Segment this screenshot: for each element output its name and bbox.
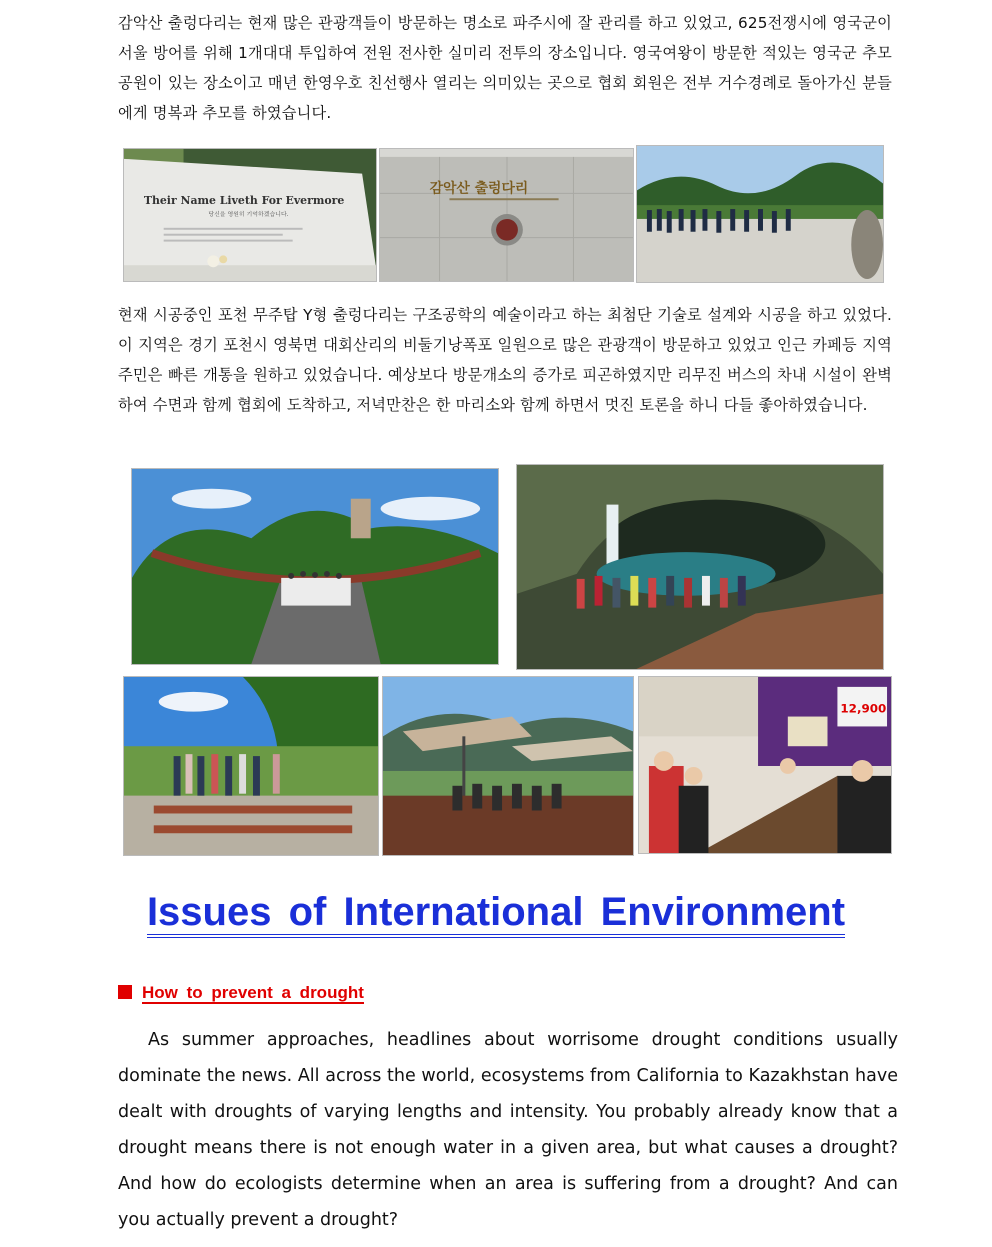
section-subtitle (118, 983, 364, 1003)
bridge-plaque-text: 감악산 출렁다리 (429, 180, 529, 197)
english-paragraph: As summer approaches, headlines about worrisome drought conditions usually dominate the news. All across the world, ecosystems from California to Kazakhstan have dealt with droughts of varying lengths and intensity. You probably already know that a drought means there is not enough water in a given area, but what causes a drought? And how do ecologists determine when an area is suffering from a drought? And can you actually prevent a drought? (118, 1030, 898, 1230)
cafe-terrace-photo (382, 676, 634, 856)
dinner-restaurant-photo (638, 676, 892, 854)
memorial-korean: 당신을 영원히 기억하겠습니다. (208, 211, 289, 218)
memorial-stone-photo (123, 148, 377, 282)
subtitle-label: How to prevent a drought (142, 983, 364, 1002)
korean-paragraph-2: 현재 시공중인 포천 무주탑 Y형 출렁다리는 구조공학의 예술이라고 하는 최첨단 기술로 설계와 시공을 하고 있었다. 이 지역은 경기 포천시 영북면 대회산리의 비둘기낭폭포 일원으로 많은 관광객이 방문하고 있었고 인근 카페등 지역주민은 빠른 개통을 원하고 있었습니다. 예상보다 방문개소의 증가로 피곤하였지만 리무진 버스의 차내 시설이 완벽하여 수면과 함께 협회에 도착하고, 저녁만찬은 한 마리소와 함께 하면서 멋진 토론을 하니 다들 좋아하였습니다. (118, 306, 892, 414)
korean-paragraph-1: 감악산 출렁다리는 현재 많은 관광객들이 방문하는 명소로 파주시에 잘 관리를 하고 있었고, 625전쟁시에 영국군이 서울 방어를 위해 1개대대 투입하여 전원 전사한 실미리 전투의 장소입니다. 영국여왕이 방문한 적있는 영국군 추모공원이 있는 장소이고 매년 한영우호 친선행사 열리는 의미있는 곳으로 협회 회원은 전부 거수경례로 돌아가신 분들에게 명복과 추모를 하였습니다. (118, 14, 892, 122)
y-bridge-group-photo (131, 468, 499, 665)
group-memorial-photo (636, 145, 884, 283)
construction-site-photo (123, 676, 379, 856)
bridge-plaque-photo (379, 148, 634, 282)
section-title: Issues of International Environment (0, 890, 992, 935)
bullet-square-icon (118, 985, 132, 999)
waterfall-group-photo (516, 464, 884, 670)
price-sign: 12,900 (840, 701, 887, 716)
memorial-inscription: Their Name Liveth For Evermore (143, 194, 345, 208)
